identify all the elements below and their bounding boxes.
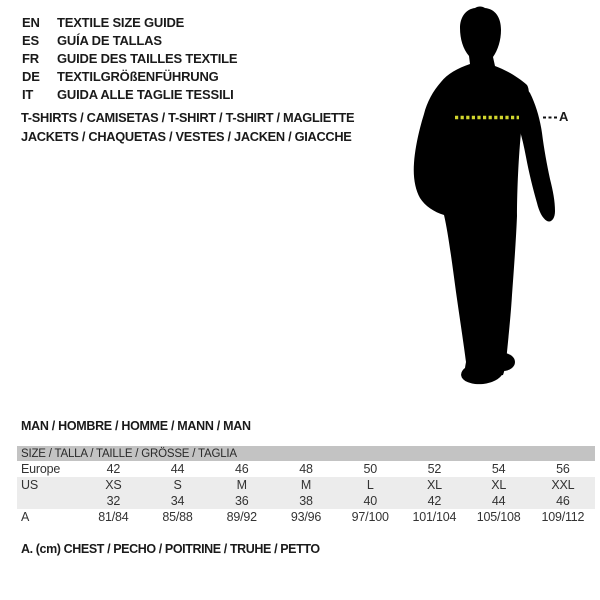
size-cell: 46 bbox=[531, 493, 595, 509]
size-cell: 44 bbox=[467, 493, 531, 509]
size-table-header-row bbox=[17, 446, 595, 461]
size-cell: 46 bbox=[235, 462, 249, 476]
size-table bbox=[17, 446, 595, 525]
size-cell: 34 bbox=[145, 493, 209, 509]
size-cell: 50 bbox=[363, 462, 377, 476]
measure-label-a: A bbox=[559, 109, 569, 124]
size-row-label: A bbox=[21, 510, 30, 524]
language-code: IT bbox=[22, 87, 34, 102]
size-table-header: SIZE / TALLA / TAILLE / GRÖSSE / TAGLIA bbox=[17, 446, 595, 461]
size-table-body bbox=[17, 446, 595, 525]
size-cell: 97/100 bbox=[351, 510, 389, 524]
size-cell: XL bbox=[402, 477, 466, 493]
language-label: TEXTILE SIZE GUIDE bbox=[57, 15, 185, 30]
size-cell: XL bbox=[467, 477, 531, 493]
language-row bbox=[22, 14, 237, 32]
footnote-chest: A. (cm) CHEST / PECHO / POITRINE / TRUHE / PETTO bbox=[21, 542, 320, 556]
size-row-label: US bbox=[17, 477, 81, 493]
size-cell: 38 bbox=[274, 493, 338, 509]
section-title-man: MAN / HOMBRE / HOMME / MANN / MAN bbox=[21, 419, 251, 433]
size-cell: 54 bbox=[491, 462, 506, 476]
size-table-row bbox=[17, 461, 595, 477]
language-row bbox=[22, 32, 237, 50]
category-line: JACKETS / CHAQUETAS / VESTES / JACKEN / GIACCHE bbox=[21, 128, 352, 144]
language-row bbox=[22, 50, 237, 68]
size-row-label: Europe bbox=[21, 462, 61, 476]
language-code: DE bbox=[22, 69, 40, 84]
silhouette-back-shoe bbox=[491, 353, 515, 371]
size-cell: M bbox=[210, 477, 274, 493]
size-cell: 52 bbox=[427, 462, 442, 476]
size-cell: 48 bbox=[299, 462, 313, 476]
silhouette-body-path bbox=[414, 7, 529, 382]
size-cell: L bbox=[338, 477, 402, 493]
language-code: FR bbox=[22, 51, 39, 66]
language-code: ES bbox=[22, 33, 39, 48]
size-cell: 89/92 bbox=[226, 510, 257, 524]
language-label: GUIDA ALLE TAGLIE TESSILI bbox=[57, 87, 234, 102]
man-silhouette-figure bbox=[400, 0, 600, 420]
size-cell: 101/104 bbox=[412, 510, 457, 524]
man-silhouette-svg bbox=[400, 0, 600, 420]
size-cell: 109/112 bbox=[541, 510, 585, 524]
language-list bbox=[22, 14, 237, 104]
size-cell: XXL bbox=[531, 477, 595, 493]
language-row bbox=[22, 86, 237, 104]
size-cell: 42 bbox=[106, 462, 121, 476]
size-cell: 105/108 bbox=[476, 510, 521, 524]
size-cell: 40 bbox=[338, 493, 402, 509]
size-cell: 85/88 bbox=[162, 510, 193, 524]
category-lines bbox=[21, 109, 354, 146]
language-label: TEXTILGRÖßENFÜHRUNG bbox=[57, 69, 219, 84]
size-cell: 36 bbox=[210, 493, 274, 509]
size-cell: 42 bbox=[402, 493, 466, 509]
language-label: GUIDE DES TAILLES TEXTILE bbox=[57, 51, 238, 66]
language-row bbox=[22, 68, 237, 86]
language-code: EN bbox=[22, 15, 40, 30]
size-cell: M bbox=[274, 477, 338, 493]
category-line: T-SHIRTS / CAMISETAS / T-SHIRT / T-SHIRT / MAGLIETTE bbox=[21, 110, 355, 125]
size-cell: XS bbox=[81, 477, 145, 493]
size-cell: 32 bbox=[81, 493, 145, 509]
size-table-row bbox=[17, 477, 595, 493]
size-cell: 56 bbox=[556, 462, 570, 476]
language-label: GUÍA DE TALLAS bbox=[57, 33, 162, 48]
size-table-row bbox=[17, 509, 595, 525]
size-cell: 81/84 bbox=[98, 510, 129, 524]
size-row-label bbox=[17, 493, 81, 509]
size-cell: S bbox=[145, 477, 209, 493]
size-table-row bbox=[17, 493, 595, 509]
size-cell: 93/96 bbox=[290, 510, 322, 524]
size-cell: 44 bbox=[170, 462, 185, 476]
size-table-wrap bbox=[17, 446, 595, 525]
